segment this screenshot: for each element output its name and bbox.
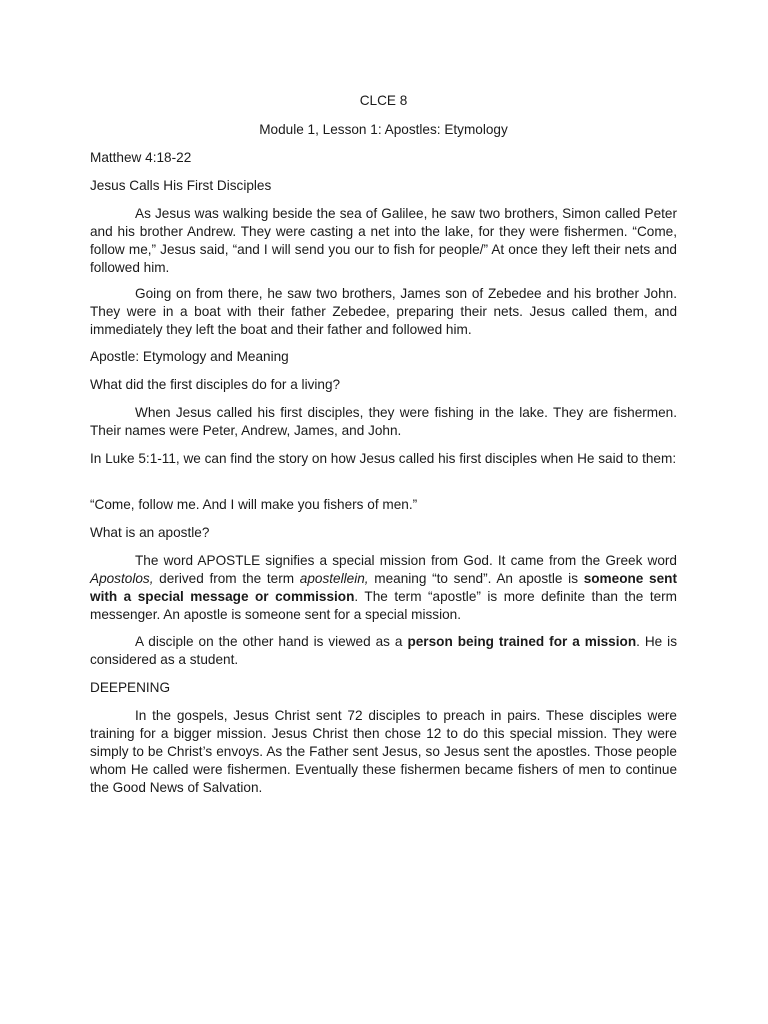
definition-emphasis: someone sent with a special message or commission (90, 571, 678, 604)
definition-text: meaning “to send”. An apostle is (368, 571, 584, 586)
course-code: CLCE 8 (359, 93, 408, 108)
apostle-definition (90, 552, 677, 624)
luke-reference: In Luke 5:1-11, we can find the story on how Jesus called his first disciples when He said to them: (90, 451, 677, 466)
term-apostolos: Apostolos, (90, 571, 154, 586)
term-apostellein: apostellein, (299, 571, 369, 586)
quote: “Come, follow me. And I will make you fishers of men.” (90, 497, 418, 512)
deepening-heading: DEEPENING (90, 680, 171, 695)
disciple-emphasis: person being trained for a mission (407, 634, 637, 649)
definition-text: . The term “apostle” is more definite than the term messenger. An apostle is someone sent for a special mission. (90, 589, 678, 622)
reading-paragraph-2: Going on from there, he saw two brothers, James son of Zebedee and his brother John. They were in a boat with their father Zebedee, preparing their nets. Jesus called them, and immediately they left the boat and their father and followed him. (90, 286, 677, 337)
reading-heading: Jesus Calls His First Disciples (90, 178, 272, 193)
scripture-reference: Matthew 4:18-22 (90, 150, 192, 165)
section-heading-apostle: Apostle: Etymology and Meaning (90, 349, 289, 364)
question-apostle: What is an apostle? (90, 525, 210, 540)
reading-paragraph-1: As Jesus was walking beside the sea of Galilee, he saw two brothers, Simon called Peter and his brother Andrew. They were casting a net into the lake, for they were fishermen. “Come, follow me,” Jesus said, “and I will send you our to fish for people/” At once they left their nets and followed him. (90, 206, 677, 275)
lesson-title: Module 1, Lesson 1: Apostles: Etymology (259, 122, 508, 137)
definition-text: derived from the term (153, 571, 300, 586)
answer-living: When Jesus called his first disciples, they were fishing in the lake. They are fishermen. Their names were Peter, Andrew, James, and John. (90, 405, 677, 438)
disciple-text: . He is considered as a student. (90, 634, 677, 667)
definition-text: The word APOSTLE signifies a special mission from God. It came from the Greek word (135, 553, 677, 568)
disciple-text: A disciple on the other hand is viewed as a (135, 634, 408, 649)
deepening-paragraph: In the gospels, Jesus Christ sent 72 disciples to preach in pairs. These disciples were training for a bigger mission. Jesus Christ then chose 12 to do this special mission. They were simply to be Christ’s envoys. As the Father sent Jesus, so Jesus sent the apostles. Those people whom He called were fishermen. Eventually these fishermen became fishers of men to continue the Good News of Salvation. (90, 708, 677, 795)
disciple-definition (90, 633, 677, 669)
question-living: What did the first disciples do for a living? (90, 377, 341, 392)
